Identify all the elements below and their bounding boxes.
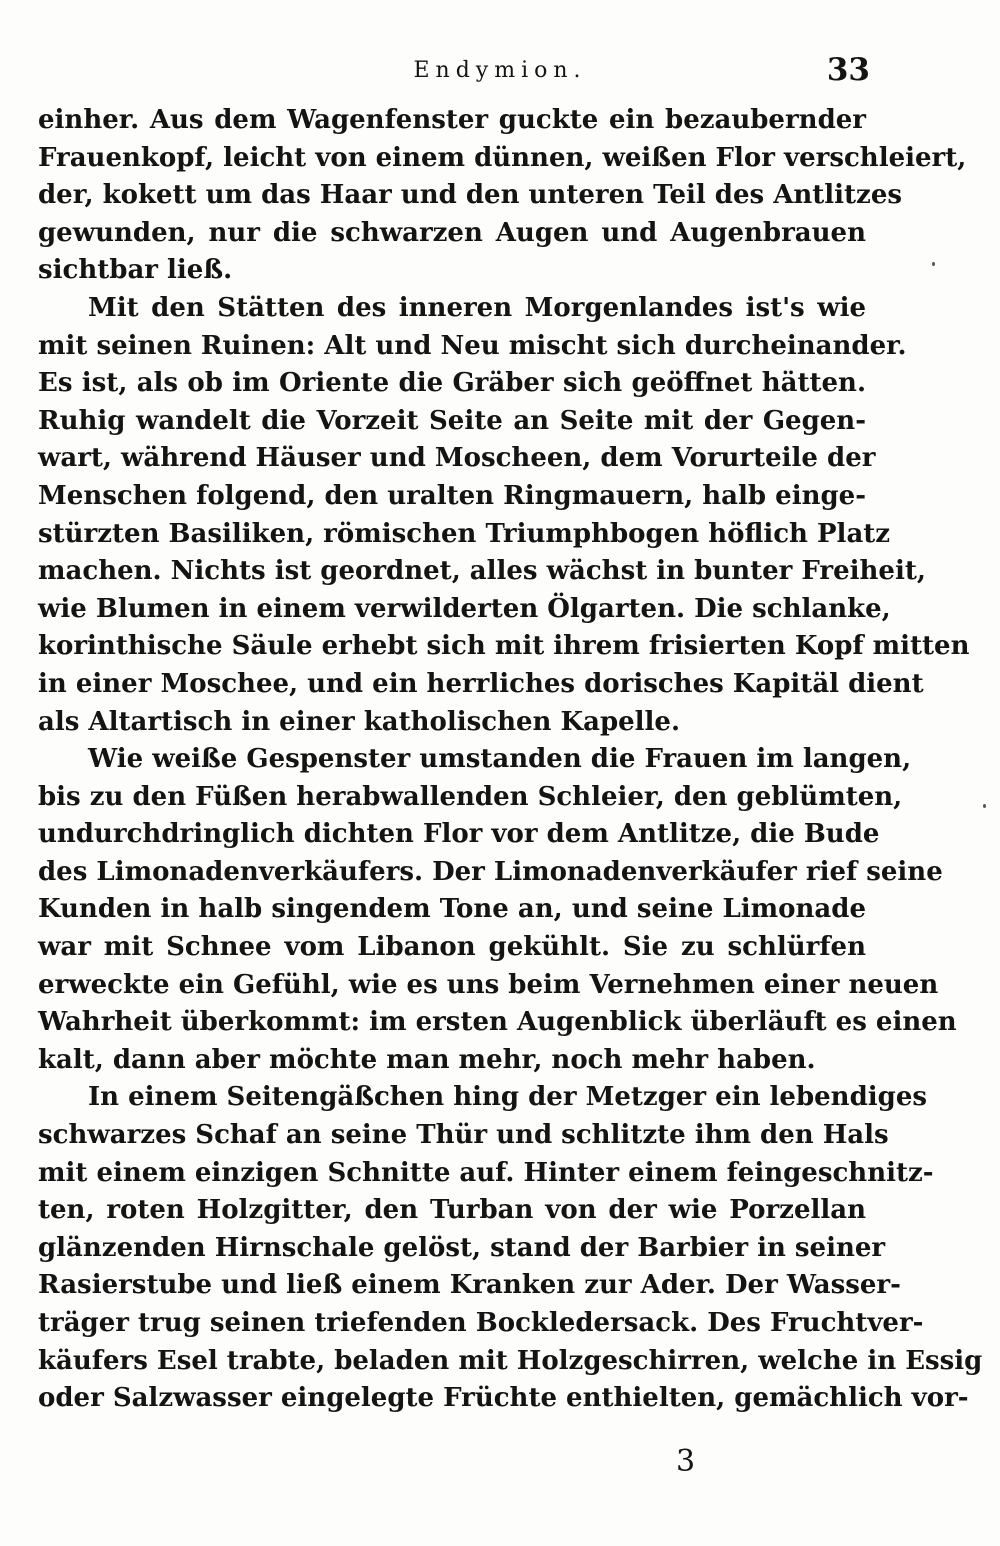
- text-line: Menschen folgend, den uralten Ringmauern, halb einge-: [38, 480, 866, 511]
- text-line: käufers Esel trabte, beladen mit Holzgeschirren, welche in Essig: [38, 1345, 983, 1376]
- text-line: träger trug seinen triefenden Bockledersack. Des Fruchtver-: [38, 1308, 924, 1338]
- text-line: Wahrheit überkommt: im ersten Augenblick überläuft es einen: [38, 1007, 957, 1038]
- printer-signature-mark: 3: [676, 1444, 696, 1479]
- text-line: in einer Moschee, und ein herrliches dorisches Kapitäl dient: [38, 668, 924, 699]
- text-line: undurchdringlich dichten Flor vor dem Antlitze, die Bude: [38, 819, 880, 850]
- text-line: ten, roten Holzgitter, den Turban von der wie Porzellan: [38, 1195, 866, 1226]
- text-line: wart, während Häuser und Moscheen, dem Vorurteile der: [38, 443, 876, 474]
- text-line: machen. Nichts ist geordnet, alles wächst in bunter Freiheit,: [38, 556, 926, 587]
- text-line: Mit den Stätten des inneren Morgenlandes ist's wie: [88, 292, 866, 323]
- text-line: des Limonadenverkäufers. Der Limonadenverkäufer rief seine: [38, 856, 943, 887]
- text-line: schwarzes Schaf an seine Thür und schlitzte ihm den Hals: [38, 1120, 889, 1151]
- text-line: Es ist, als ob im Oriente die Gräber sich geöffnet hätten.: [38, 368, 866, 399]
- text-line: Ruhig wandelt die Vorzeit Seite an Seite mit der Gegen-: [38, 405, 866, 436]
- running-title: Endymion.: [413, 58, 587, 83]
- text-line: korinthische Säule erhebt sich mit ihrem frisierten Kopf mitten: [38, 631, 970, 662]
- text-line: mit seinen Ruinen: Alt und Neu mischt sich durcheinander.: [38, 330, 907, 361]
- text-line: stürzten Basiliken, römischen Triumphbogen höflich Platz: [38, 518, 891, 549]
- text-line: der, kokett um das Haar und den unteren Teil des Antlitzes: [38, 180, 902, 211]
- text-line: mit einem einzigen Schnitte auf. Hinter einem feingeschnitz-: [38, 1157, 934, 1188]
- text-line: Rasierstube und ließ einem Kranken zur Ader. Der Wasser-: [38, 1270, 901, 1301]
- text-line: In einem Seitengäßchen hing der Metzger ein lebendiges: [88, 1082, 927, 1113]
- body-text: [38, 102, 983, 1418]
- text-line: erweckte ein Gefühl, wie es uns beim Vernehmen einer neuen: [38, 969, 939, 1000]
- text-line: war mit Schnee vom Libanon gekühlt. Sie zu schlürfen: [38, 932, 866, 963]
- text-line: gewunden, nur die schwarzen Augen und Augenbrauen: [38, 217, 866, 248]
- paper-speck: [932, 262, 935, 266]
- text-line: bis zu den Füßen herabwallenden Schleier, den geblümten,: [38, 781, 903, 812]
- text-line: als Altartisch in einer katholischen Kapelle.: [38, 706, 681, 737]
- text-line: Kunden in halb singendem Tone an, und seine Limonade: [38, 894, 866, 925]
- text-line: kalt, dann aber möchte man mehr, noch mehr haben.: [38, 1044, 816, 1075]
- page-number: 33: [826, 52, 870, 88]
- text-line: sichtbar ließ.: [38, 255, 233, 286]
- paper-speck: [983, 804, 986, 808]
- text-line: wie Blumen in einem verwilderten Ölgarten. Die schlanke,: [38, 593, 891, 624]
- text-line: oder Salzwasser eingelegte Früchte enthielten, gemächlich vor-: [38, 1383, 969, 1414]
- text-line: Wie weiße Gespenster umstanden die Frauen im langen,: [88, 744, 912, 775]
- text-line: einher. Aus dem Wagenfenster guckte ein bezaubernder: [38, 105, 866, 135]
- text-line: Frauenkopf, leicht von einem dünnen, weißen Flor verschleiert,: [38, 142, 967, 173]
- text-line: glänzenden Hirnschale gelöst, stand der Barbier in seiner: [38, 1232, 886, 1263]
